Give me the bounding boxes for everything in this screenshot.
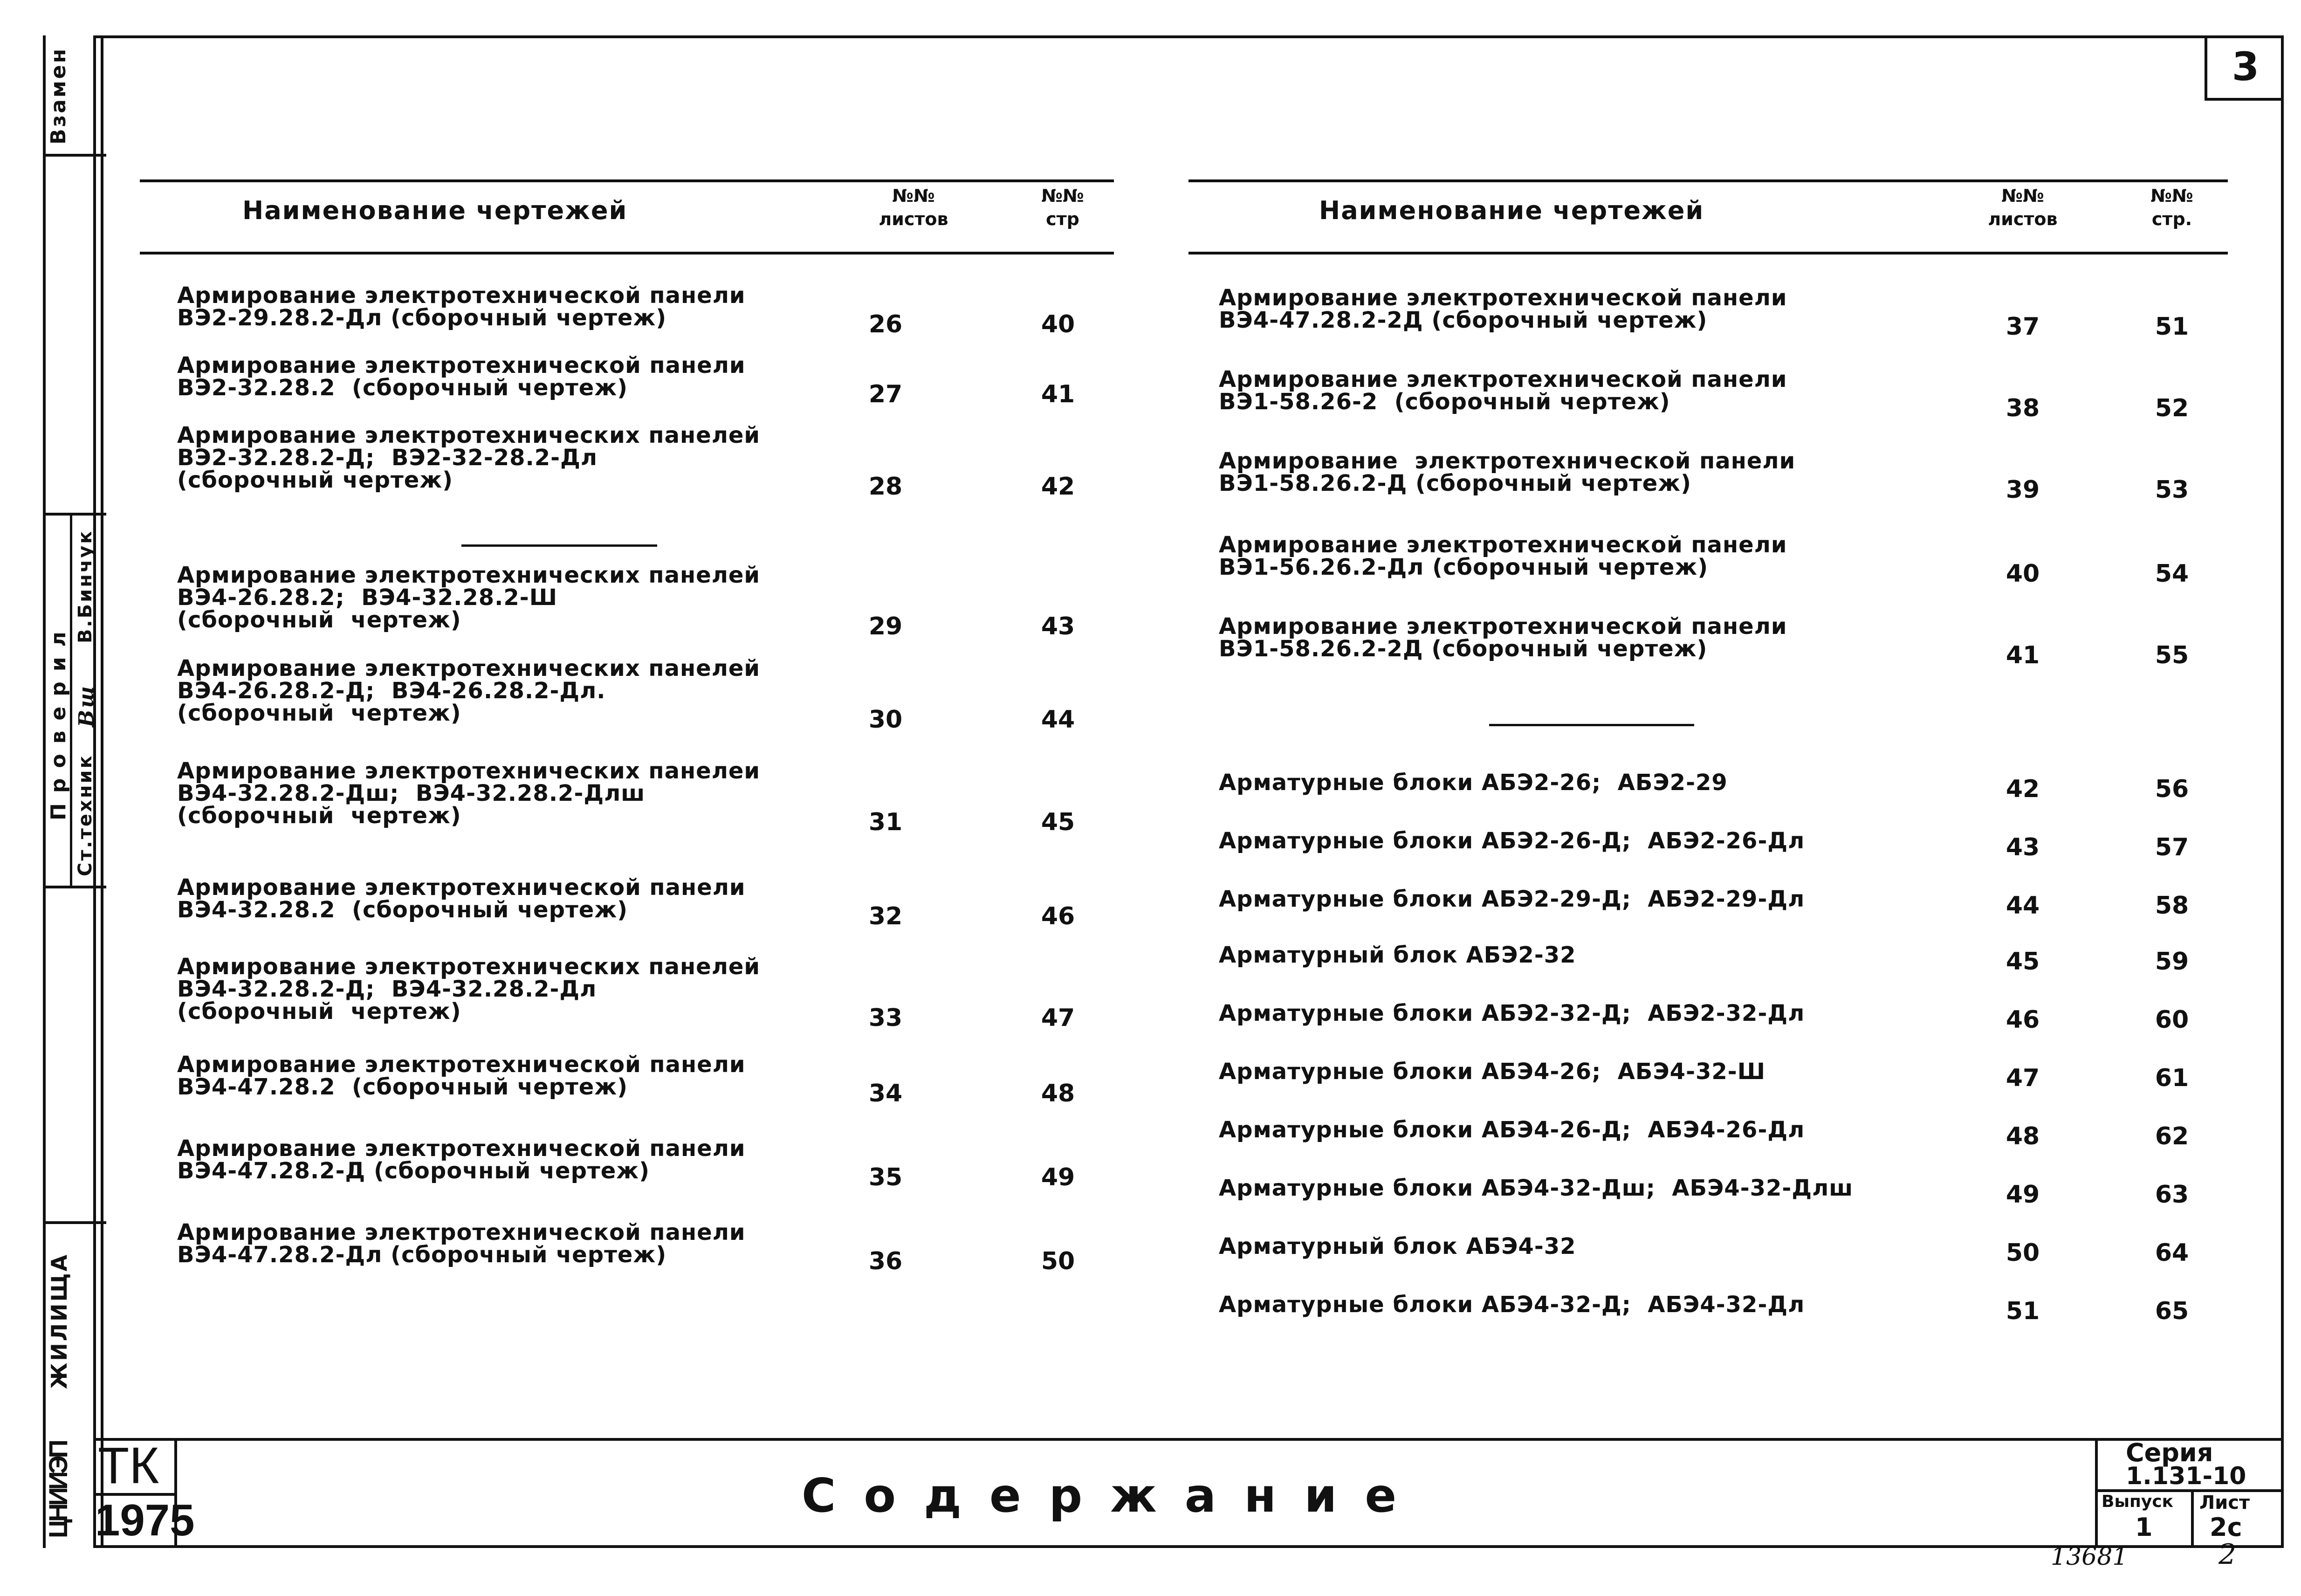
drawing-name: Арматурные блоки АБЭ2-32-Д; АБЭ2-32-Дл	[1219, 1000, 1805, 1026]
sheet-value: 2с	[2210, 1513, 2242, 1542]
sheet-number: 3	[2205, 35, 2284, 101]
sheet-number-cell: 30	[868, 706, 903, 734]
sheet-number-cell: 39	[2006, 476, 2040, 504]
signature: Вш	[75, 684, 98, 727]
org-label: ЖИЛИЩА	[47, 1252, 72, 1389]
tk-year: 1975	[95, 1495, 195, 1545]
sheet-number-cell: 46	[2006, 1006, 2040, 1034]
sheet-number-cell: 35	[868, 1163, 903, 1191]
inventory-number: 13681	[2051, 1543, 2128, 1571]
drawing-name: Армирование электротехнической панели ВЭ4-47.28.2-Д (сборочный чертеж)	[177, 1135, 746, 1184]
vzamen-label: Взамен	[47, 47, 70, 144]
sheet-number-cell: 26	[868, 310, 903, 338]
sheet-number-cell: 41	[2006, 641, 2040, 669]
page-number-cell: 65	[2155, 1297, 2189, 1325]
page-number-cell: 48	[1041, 1080, 1075, 1108]
drawing-name: Арматурные блоки АБЭ2-29-Д; АБЭ2-29-Дл	[1219, 886, 1805, 912]
drawing-name: Армирование электротехнической панели ВЭ1-58.26-2 (сборочный чертеж)	[1219, 366, 1787, 415]
sheet-number-cell: 38	[2006, 394, 2040, 422]
page-number-cell: 62	[2155, 1122, 2189, 1150]
page-number-cell: 64	[2155, 1239, 2189, 1267]
sheet-number-cell: 29	[868, 612, 903, 640]
page-number-cell: 42	[1041, 473, 1075, 501]
sheet-number-cell: 44	[2006, 892, 2040, 920]
right-col-sheets-header: №№ листов	[1988, 186, 2058, 229]
sheet-number-cell: 42	[2006, 775, 2040, 803]
sheet-number-cell: 34	[868, 1080, 903, 1108]
page-number-cell: 50	[1041, 1247, 1075, 1275]
page-number-cell: 45	[1041, 808, 1075, 836]
drawing-name: Армирование электротехнических панелей ВЭ2-32.28.2-Д; ВЭ2-32-28.2-Дл (сборочный чертеж)	[177, 422, 761, 493]
drawing-name: Армирование электротехнических панелеи ВЭ4-32.28.2-Дш; ВЭ4-32.28.2-Длш (сборочный чертеж)	[177, 758, 761, 829]
strip-divider	[43, 154, 106, 157]
sheet-label: Лист	[2199, 1492, 2250, 1513]
drawing-name: Армирование электротехнических панелей ВЭ4-32.28.2-Д; ВЭ4-32.28.2-Дл (сборочный чертеж)	[177, 954, 761, 1025]
drawing-name: Арматурный блок АБЭ4-32	[1219, 1233, 1576, 1259]
sheet-number-cell: 27	[868, 380, 903, 408]
page-number-cell: 61	[2155, 1064, 2189, 1092]
drawing-name: Армирование электротехнической панели ВЭ1-56.26.2-Дл (сборочный чертеж)	[1219, 532, 1787, 580]
sheet-number-cell: 31	[868, 808, 903, 836]
page-number-cell: 54	[2155, 560, 2189, 588]
drawing-name: Арматурные блоки АБЭ4-26-Д; АБЭ4-26-Дл	[1219, 1117, 1805, 1143]
drawing-name: Армирование электротехнической панели ВЭ4-47.28.2-Дл (сборочный чертеж)	[177, 1219, 746, 1268]
page-number-cell: 60	[2155, 1006, 2189, 1034]
sheet-number-cell: 37	[2006, 313, 2040, 341]
tk-label: ТК	[98, 1437, 159, 1494]
proveril-label: Проверил	[47, 621, 70, 820]
page-number-cell: 53	[2155, 476, 2189, 504]
page-number-cell: 49	[1041, 1163, 1075, 1191]
drawing-name: Армирование электротехнической панели ВЭ2-32.28.2 (сборочный чертеж)	[177, 352, 746, 401]
drawing-name: Арматурные блоки АБЭ4-32-Д; АБЭ4-32-Дл	[1219, 1292, 1805, 1318]
drawing-name: Арматурные блоки АБЭ2-26-Д; АБЭ2-26-Дл	[1219, 828, 1805, 854]
sheet-number-cell: 50	[2006, 1239, 2040, 1267]
series-col-divider	[2191, 1489, 2194, 1548]
sheet-number-cell: 49	[2006, 1181, 2040, 1209]
drawing-name: Армирование электротехнической панели ВЭ1-58.26.2-2Д (сборочный чертеж)	[1219, 613, 1787, 662]
page-number-cell: 40	[1041, 310, 1075, 338]
left-table-header-rule	[140, 252, 1114, 255]
page-number-cell: 56	[2155, 775, 2189, 803]
page-number-cell: 44	[1041, 706, 1075, 734]
series-label: Серия	[2126, 1438, 2213, 1467]
right-table-header-rule	[1188, 252, 2228, 255]
page-number-cell: 43	[1041, 612, 1075, 640]
page-number-cell: 51	[2155, 313, 2189, 341]
org-logo: ЦНИИЭП	[43, 1442, 73, 1538]
page-number-cell: 46	[1041, 902, 1075, 930]
right-group-separator	[1489, 724, 1694, 726]
drawing-name: Арматурные блоки АБЭ4-32-Дш; АБЭ4-32-Длш	[1219, 1175, 1854, 1201]
strip-divider	[43, 1221, 106, 1224]
sheet-number-cell: 40	[2006, 560, 2040, 588]
right-col-name-header: Наименование чертежей	[1319, 196, 1704, 225]
page-number-cell: 59	[2155, 948, 2189, 976]
drawing-name: Армирование электротехнических панелей ВЭ4-26.28.2; ВЭ4-32.28.2-Ш (сборочный чертеж)	[177, 562, 761, 633]
sheet-number-cell: 28	[868, 473, 903, 501]
strip-divider	[43, 886, 106, 888]
series-box	[2095, 1438, 2284, 1548]
left-table-top-rule	[140, 179, 1114, 182]
drawing-name: Арматурный блок АБЭ2-32	[1219, 942, 1576, 968]
st-tehnik-label: Ст.техник	[75, 754, 96, 876]
sheet-number-cell: 48	[2006, 1122, 2040, 1150]
strip-divider	[43, 513, 106, 516]
drawing-name: Арматурные блоки АБЭ2-26; АБЭ2-29	[1219, 770, 1728, 796]
page-number-cell: 47	[1041, 1004, 1075, 1032]
drawing-name: Армирование электротехнической панели ВЭ4-32.28.2 (сборочный чертеж)	[177, 874, 746, 923]
drawing-name: Армирование электротехнической панели ВЭ2-29.28.2-Дл (сборочный чертеж)	[177, 282, 746, 331]
issue-value: 1	[2135, 1513, 2153, 1542]
drawing-name: Армирование электротехнической панели ВЭ4-47.28.2 (сборочный чертеж)	[177, 1052, 746, 1100]
page-number-cell: 55	[2155, 641, 2189, 669]
page-number-cell: 63	[2155, 1181, 2189, 1209]
sheet-number-cell: 43	[2006, 833, 2040, 861]
sheet-number-cell: 47	[2006, 1064, 2040, 1092]
page-number: 2	[2219, 1538, 2237, 1571]
left-col-name-header: Наименование чертежей	[242, 196, 628, 225]
sheet-number-cell: 51	[2006, 1297, 2040, 1325]
sheet-number-cell: 33	[868, 1004, 903, 1032]
drawing-name: Армирование электротехнической панели ВЭ1-58.26.2-Д (сборочный чертеж)	[1219, 448, 1796, 496]
page-number-cell: 41	[1041, 380, 1075, 408]
document-title: Содержание	[802, 1468, 1425, 1523]
page-number-cell: 58	[2155, 892, 2189, 920]
surname-label: В.Бинчук	[75, 529, 96, 643]
right-table-top-rule	[1188, 179, 2228, 182]
drawing-name: Армирование электротехнических панелей ВЭ4-26.28.2-Д; ВЭ4-26.28.2-Дл. (сборочный чертеж)	[177, 655, 761, 726]
drawing-name: Армирование электротехнической панели ВЭ4-47.28.2-2Д (сборочный чертеж)	[1219, 285, 1787, 333]
sheet-number-cell: 45	[2006, 948, 2040, 976]
issue-label: Выпуск	[2102, 1492, 2174, 1511]
drawing-name: Арматурные блоки АБЭ4-26; АБЭ4-32-Ш	[1219, 1059, 1765, 1085]
page-number-cell: 52	[2155, 394, 2189, 422]
tk-box	[93, 1437, 195, 1548]
sheet-number-cell: 32	[868, 902, 903, 930]
right-col-pages-header: №№ стр.	[2150, 186, 2193, 229]
sheet-number-cell: 36	[868, 1247, 903, 1275]
left-group-separator	[461, 544, 657, 547]
page-number-cell: 57	[2155, 833, 2189, 861]
left-col-pages-header: №№ стр	[1041, 186, 1084, 229]
series-value: 1.131-10	[2126, 1462, 2246, 1490]
left-col-sheets-header: №№ листов	[879, 186, 948, 229]
